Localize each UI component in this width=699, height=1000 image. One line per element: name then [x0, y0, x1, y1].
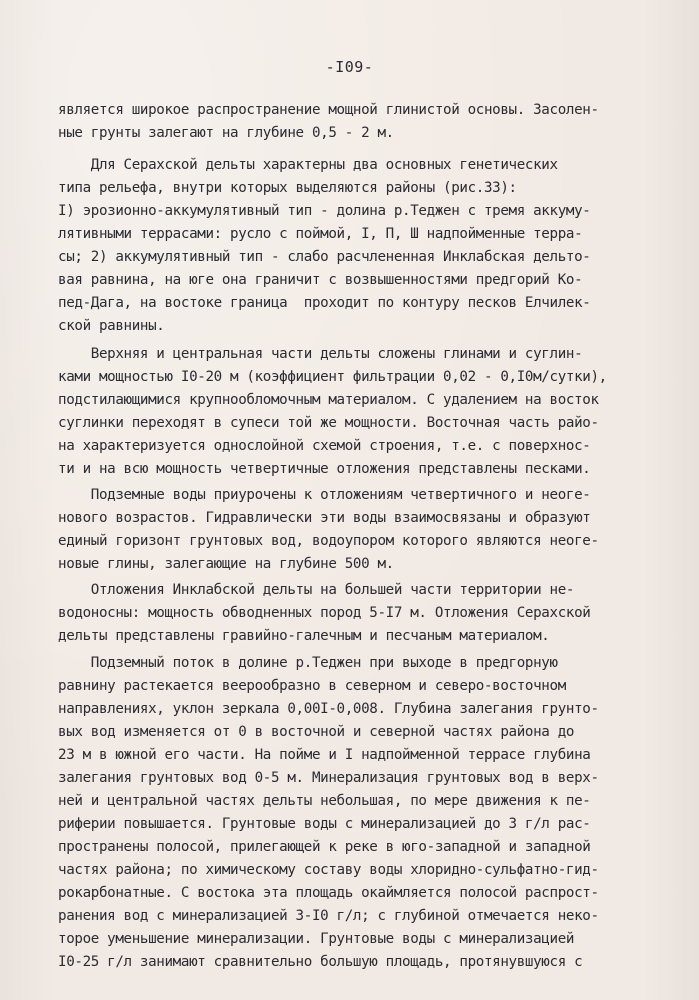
text-line: риферии повышается. Грунтовые воды с минерализацией до 3 г/л рас-	[58, 816, 591, 832]
text-line: I0-25 г/л занимают сравнительно большую площадь, протянувшуюся с	[58, 954, 583, 970]
text-line: вых вод изменяется от 0 в восточной и северной частях района до	[58, 724, 575, 740]
text-line: Подземные воды приурочены к отложениям четвертичного и неоге-	[58, 487, 591, 503]
text-line: лятивными террасами: русло с поймой, I, П, Ш надпойменные терра-	[58, 226, 583, 242]
text-line: ные грунты залегают на глубине 0,5 - 2 м.	[58, 125, 394, 141]
text-line: сы; 2) аккумулятивный тип - слабо расчлененная Инклабская дельто-	[58, 249, 591, 265]
text-line: рокарбонатные. С востока эта площадь окаймляется полосой распрост-	[58, 885, 599, 901]
text-line: нового возрастов. Гидравлически эти воды взаимосвязаны и образуют	[58, 510, 591, 526]
text-line: Верхняя и центральная части дельты сложены глинами и суглин-	[58, 346, 583, 362]
text-line: суглинки переходят в супеси той же мощности. Восточная часть райо-	[58, 415, 599, 431]
text-line: ней и центральной частях дельты небольшая, по мере движения к пе-	[58, 793, 591, 809]
text-line: Подземный поток в долине р.Теджен при выходе в предгорную	[58, 655, 558, 671]
text-line: пед-Дага, на востоке граница проходит по контуру песков Елчилек-	[58, 295, 591, 311]
text-line: торое уменьшение минерализации. Грунтовые воды с минерализацией	[58, 931, 575, 947]
text-line: ской равнины.	[58, 318, 165, 334]
text-line: дельты представлены гравийно-галечным и песчаным материалом.	[58, 628, 550, 644]
text-line: вая равнина, на юге она граничит с возвышенностями предгорий Ко-	[58, 272, 583, 288]
text-line: является широкое распространение мощной глинистой основы. Засолен-	[58, 102, 599, 118]
text-line: залегания грунтовых вод 0-5 м. Минерализация грунтовых вод в верх-	[58, 770, 599, 786]
text-line: направлениях, уклон зеркала 0,00I-0,008. Глубина залегания грунто-	[58, 701, 599, 717]
page-number: -I09-	[325, 58, 374, 76]
text-line: ранения вод с минерализацией 3-I0 г/л; с глубиной отмечается неко-	[58, 908, 599, 924]
text-line: новые глины, залегающие на глубине 500 м.	[58, 556, 394, 572]
text-line: частях района; по химическому составу воды хлоридно-сульфатно-гид-	[58, 862, 599, 878]
text-line: ками мощностью I0-20 м (коэффициент фильтрации 0,02 - 0,I0м/сутки),	[58, 369, 607, 385]
text-line: равнину растекается веерообразно в северном и северо-восточном	[58, 678, 566, 694]
text-line: I) эрозионно-аккумулятивный тип - долина р.Теджен с тремя аккуму-	[58, 203, 591, 219]
text-line: 23 м в южной его части. На пойме и I надпойменной террасе глубина	[58, 747, 591, 763]
text-line: ти и на всю мощность четвертичные отложения представлены песками.	[58, 461, 591, 477]
text-line: на характеризуется однослойной схемой строения, т.е. с поверхнос-	[58, 438, 591, 454]
text-line: Для Серахской дельты характерны два основных генетических	[58, 157, 558, 173]
text-line: водоносны: мощность обводненных пород 5-I7 м. Отложения Серахской	[58, 605, 591, 621]
text-line: Отложения Инклабской дельты на большей части территории не-	[58, 582, 575, 598]
text-line: подстилающимися крупнообломочным материалом. С удалением на восток	[58, 392, 599, 408]
text-line: типа рельефа, внутри которых выделяются районы (рис.33):	[58, 180, 517, 196]
text-line: пространены полосой, прилегающей к реке в юго-западной и западной	[58, 839, 591, 855]
text-line: единый горизонт грунтовых вод, водоупором которого являются неоге-	[58, 533, 599, 549]
